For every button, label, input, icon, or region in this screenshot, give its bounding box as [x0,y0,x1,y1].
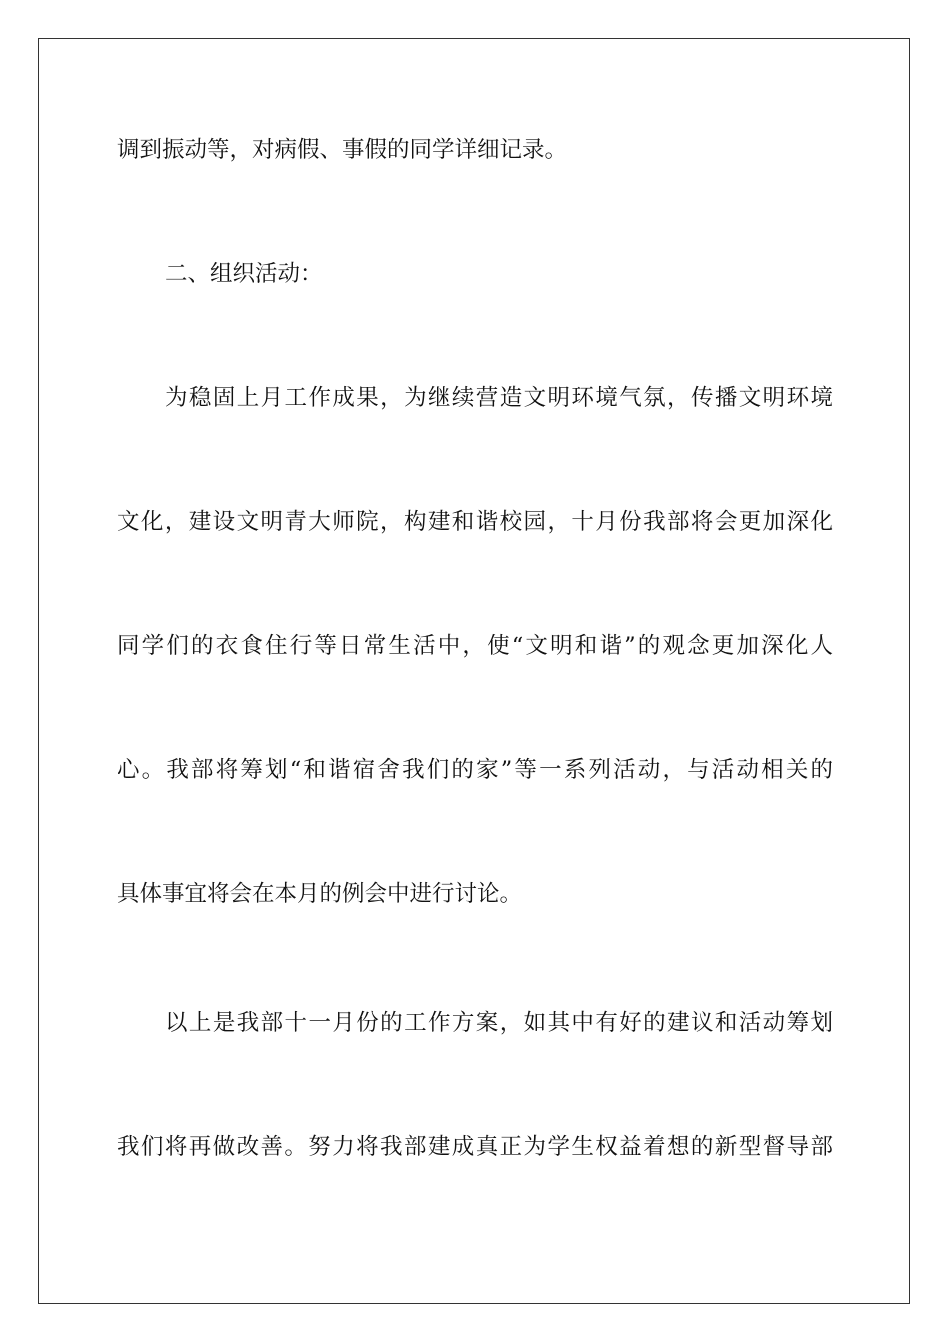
page-border [38,38,910,1304]
text-line-6: 心。我部将筹划“和谐宿舍我们的家”等一系列活动，与活动相关的 [117,757,833,783]
text-line-1: 调到振动等，对病假、事假的同学详细记录。 [117,137,568,163]
text-line-9: 我们将再做改善。努力将我部建成真正为学生权益着想的新型督导部 [117,1134,833,1160]
text-line-5: 同学们的衣食住行等日常生活中，使“文明和谐”的观念更加深化人 [117,633,833,659]
section-heading: 二、组织活动： [165,261,323,287]
text-line-7: 具体事宜将会在本月的例会中进行讨论。 [117,881,523,907]
text-line-4: 文化，建设文明青大师院，构建和谐校园，十月份我部将会更加深化 [117,509,833,535]
text-line-8: 以上是我部十一月份的工作方案，如其中有好的建议和活动筹划 [165,1010,833,1036]
text-line-3: 为稳固上月工作成果，为继续营造文明环境气氛，传播文明环境 [165,385,833,411]
